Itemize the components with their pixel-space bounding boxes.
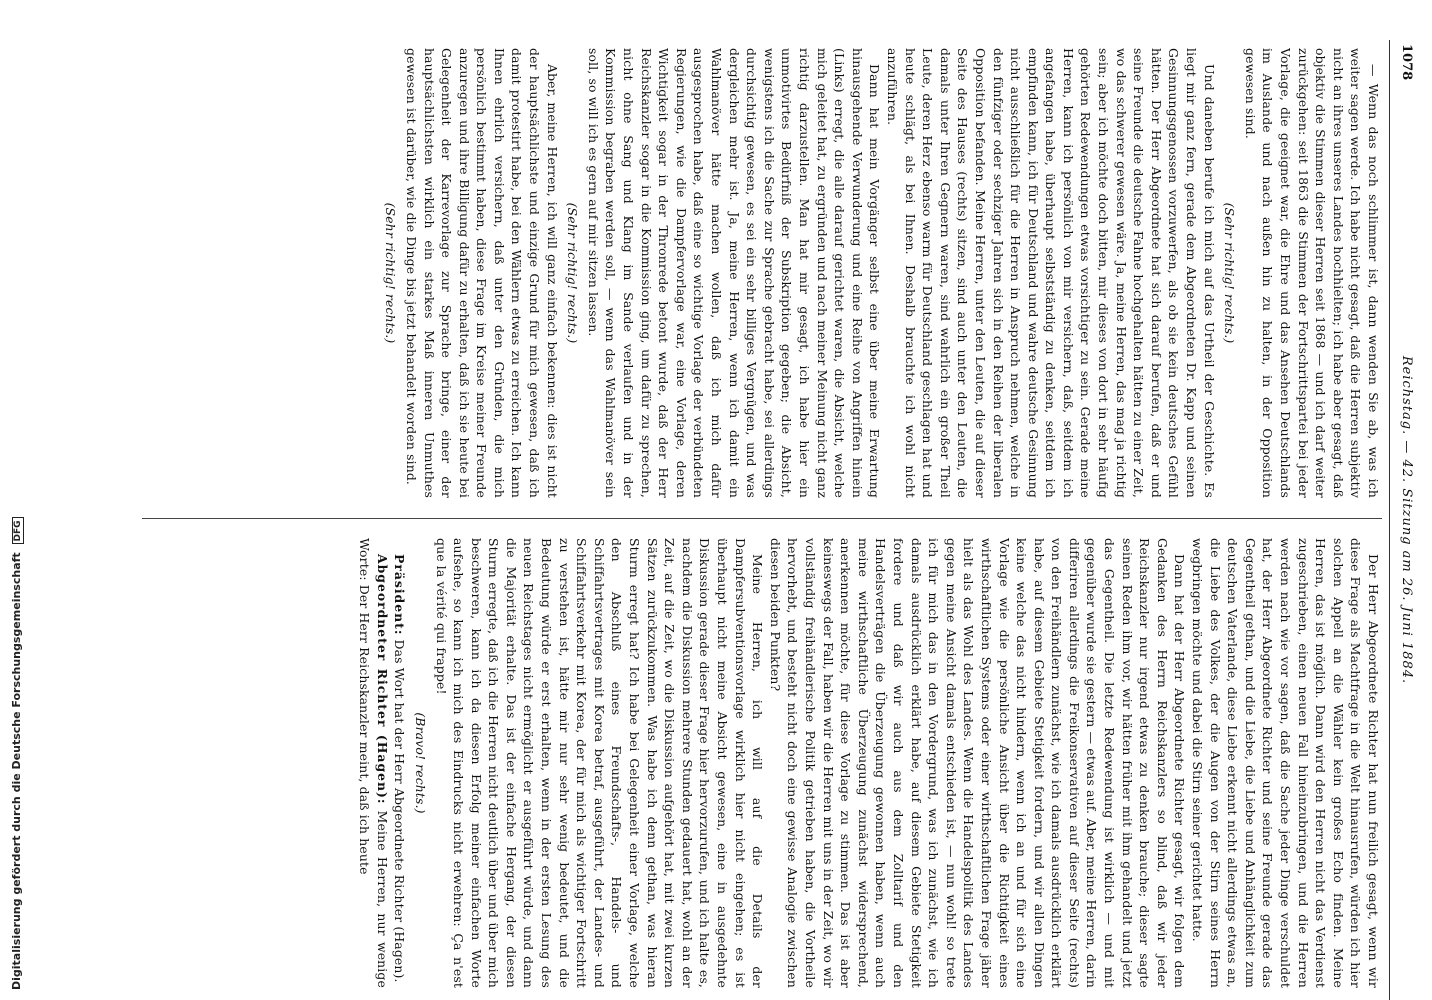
- body-paragraph: Aber, meine Herren, ich will ganz einfach bekennen: dies ist nicht der hauptsächlichste und einzige Grund für mich gewesen, daß ich damit protestirt habe, bei den Wählern etwas zu erreichen. Ich kann Ihnen ehrlich versichern, daß unter den Gründen, die mich persönlich bestimmt haben, diese Frage im Kreise meiner Freunde anzuregen und ihre Billigung dafür zu erhalten, daß ich sie heute bei Gelegenheit der Karrevorlage zur Sprache bringe, einer der hauptsächlichsten wirklich ein starkes Maß inneren Unmuthes gewesen ist darüber, wie die Dinge bis jetzt behandelt worden sind.: [403, 48, 560, 498]
- body-paragraph: Dann hat der Herr Abgeordnete Richter gesagt, wir folgen dem Gedanken des Herrn Reichskanzlers so blind, daß wir jeder Reichskanzler nur irgend etwas zu denken brauche; dieser sagte seinen Reden ihm vor, wir hätten früher mit ihm gehandelt und jetzt das Gegentheil. Die letzte Redewendung ist wirklich — und mit gegenüber wurde sie gestern — etwas auf. Aber, meine Herren, darin differiren allerdings die Freikonservativen auf dieser Seite (rechts) von den Freihändlern zunächst, wie ich damals ausdrücklich erklärt habe, auf diesem Gebiete Stetigkeit fordern, und wir allen Dingen keine welche das nicht hindern, wenn ich an und für sich eine Vorlage wie die persönliche Ansicht über die Richtigkeit eines wirthschaftlichen Systems oder einer wirthschaftlichen Frage jäher hielt als das Wohl des Landes. Wenn die Handelspolitik des Landes gegen meine Ansicht damals entschieden ist, — nun wohl! so trete ich für mich das in den Vordergrund, was ich zunächst, wie ich damals ausdrücklich erklärt habe, auf diesem Gebiete Stetigkeit fordere und daß wir auch aus dem Zolltarif und den Handelsverträgen die Überzeugung gewonnen haben, wenn auch meine wirthschaftliche Überzeugung zunächst widersprechend, anerkennen möchte, für diese Vorlage zu stimmen. Das ist aber keineswegs der Fall, haben wir die Herren mit uns in der Zeit, wo wir vollständig freihändlerische Politik getrieben haben, die Vortheile hervorhebt, und besteht nicht doch eine gewisse Analogie zwischen diesen beiden Punkten?: [767, 538, 1188, 988]
- right-column: [122, 538, 1382, 988]
- speaker-text: Das Wort hat der Herr Abgeordnete Richter (Hagen).: [392, 635, 408, 983]
- left-column: [122, 48, 1382, 498]
- speaker-text: Meine Herren, nur wenige Worte: Der Herr Reichskanzler meint, daß ich heute: [357, 538, 390, 988]
- speaker-paragraph: [391, 538, 409, 988]
- page-header: [1389, 40, 1420, 1000]
- page-title: Reichstag. — 42. Sitzung am 26. Juni 1884.: [1399, 355, 1414, 685]
- dfg-logo: DFG: [12, 517, 24, 544]
- body-paragraph: — Wenn das noch schlimmer ist, dann wenden Sie ab, was ich weiter sagen werde. Ich habe nicht gesagt, daß die Herren subjektiv nicht an ihres unseres Landes hochhielten; ich habe aber gesagt, daß objektiv die Stimmen dieser Herren seit 1868 — und ich darf weiter zurückgehen: seit 1863 die Stimmen der Fortschrittspartei bei jeder Vorlage, die geeignet war, die Ehre und das Ansehen Deutschlands im Auslande und nach außen hin zu halten, in der Opposition gewesen sind.: [1242, 48, 1381, 498]
- speaker-label: Abgeordneter Richter (Hagen):: [374, 554, 390, 805]
- column-divider: [142, 518, 1382, 519]
- document-page: [110, 40, 1420, 1000]
- stage-remark: (Sehr richtig! rechts.): [383, 202, 399, 344]
- footer-credit-text: Digitalisierung gefördert durch die Deutsche Forschungsgemeinschaft: [10, 552, 23, 990]
- stage-remark: (Sehr richtig! rechts.): [565, 202, 581, 344]
- body-paragraph: Und daneben berufe ich mich auf das Urtheil der Geschichte. Es liegt mir ganz fern, gerade dem Abgeordneten Dr. Kapp und seinen Gesinnungsgenossen vorzuwerfen, als ob sie kein deutsches Gefühl hätten. Der Herr Abgeordnete hat sich darauf berufen, daß er und seine Freunde die deutsche Fahne hochgehalten hätten zu einer Zeit, wo das schwerer gewesen wäre. Ja, meine Herren, das mag ja richtig sein; aber ich möchte doch bitten, mir dieses von dort in sehr häufig gehörten Redewendungen etwas vorsichtiger zu sein. Gerade meine Herren, kann ich persönlich von mir versichern, daß, seitdem ich angefangen habe, überhaupt selbstständig zu denken, seitdem ich empfinden kann, ich für Deutschland und wahre deutsche Gesinnung nicht ausschließlich für die Herren in Anspruch nehmen, welche in den fünfziger oder sechziger Jahren sich in den Reihen der liberalen Opposition befanden. Meine Herren, unter den Leuten, die auf dieser Seite des Hauses (rechts) sitzen, sind auch unter den Leuten, die damals unter Ihren Gegnern waren, sind wahrlich ein großer Theil Leute, deren Herz ebenso warm für Deutschland geschlagen hat und heute schlägt, als bei Ihnen. Deshalb brauchte ich wohl nicht anzuführen.: [884, 48, 1217, 498]
- body-paragraph: Der Herr Abgeordnete Richter hat nun freilich gesagt, wenn wir diese Frage als Machtfrage in die Welt hinausrufen, würden ich hier solchen Appell an die Wähler kein großes Echo finden. Meine Herren, das ist möglich. Dann wird den Herren nicht das Verdienst zugeschrieben, einen neuen Fall hineinzubringen, und die Herren werden nach wie vor sagen, daß die Sache jeder Dinge verschuldet hat, der Herr Abgeordnete Richter und seine Freunde gerade das Gegentheil gethan, und die Liebe, die Liebe und Anhänglichkeit zum deutschen Vaterlande, diese Liebe erkennt nicht allerdings etwas an, die Liebe des Volkes, der die Augen von der Stirn seines Herrn wegbringen möchte und dabei die Stirn seiner gerichtet hatte.: [1190, 538, 1381, 988]
- page-number: 1078: [1399, 44, 1414, 81]
- stage-remark: (Sehr richtig! rechts.): [1222, 202, 1238, 344]
- body-paragraph: Meine Herren, ich will auf die Details der Dampfersubventionsvorlage wirklich hier nicht eingehen; es ist überhaupt nicht meine Absicht gewesen, eine in ausgedehnte Diskussion gerade dieser Frage hier hervorzurufen, und ich halte es, nachdem die Diskussion mehrere Stunden gedauert hat, wohl an der Zeit, auf die Zeit, wo die Diskussion aufgehört hat, mit zwei kurzen Sätzen zurückzukommen. Was habe ich denn gethan, was hieran Sturm erregt hat? Ich habe bei Gelegenheit einer Vorlage, welche den Abschluß eines Freundschafts-, Handels- und Schiffahrtsvertrages mit Korea betraf, ausgeführt, der Landes- und Schiffahrtsverkehr mit Korea, der für mich als wichtiger Fortschritt zu verstehen ist, hätte mir nur sehr wenig bedeutet, und die Bedeutung würde er erst erhalten, wenn in der ersten Lesung des neuen Reichstages nicht ermöglicht er ausgeführt würde, und dann die Majorität erhalte. Das ist der einfache Hergang, der diesen Sturm erregte, daß ich die Herren nicht deutlich über und über mich beschweren, kann ich da diesen Erfolg meiner einfachen Worte aufsehe, so kann ich mich des Eindrucks nicht erwehren: Ça n'est que la vérité qui frappe!: [433, 538, 766, 988]
- body-paragraph: Dann hat mein Vorgänger selbst eine über meine Erwartung hinausgehende Verwunderung und eine Reihe von Angriffen hinein (Links) erregt, die alle darauf gerichtet waren, die Absicht, welche mich geleitet hat, zu ergründen und nach meiner Meinung nicht ganz richtig darzustellen. Man hat mir gesagt, ich habe hier ein unmotivirtes Bedürfniß der Subskription gegeben; die Absicht, wenigstens ich die Sache zur Sprache gebracht habe, sei allerdings durchsichtig gewesen, es sei ein sehr billiges Vergnügen, und was dergleichen mehr ist. Ja, meine Herren, wenn ich damit ein Wahlmanöver hätte machen wollen, daß ich mich dafür ausgesprochen habe, daß eine so wichtige Vorlage der verbündeten Regierungen, wie die Dampfervorlage war, eine Vorlage, deren Wichtigkeit sogar in der Thronrede betont wurde, daß der Herr Reichskanzler sogar in die Kommission ging, um dafür zu sprechen, nicht ohne Sang und Klang im Sande verlaufen und in der Kommission begraben werden soll, — wenn das Wahlmanöver sein soll, so will ich es gern auf mir sitzen lassen.: [585, 48, 883, 498]
- speaker-label: Präsident:: [392, 554, 408, 636]
- footer-credit: [10, 517, 24, 990]
- speaker-paragraph: [356, 538, 391, 988]
- stage-remark: (Bravo! rechts.): [412, 712, 428, 814]
- digitization-footer: [0, 0, 23, 1000]
